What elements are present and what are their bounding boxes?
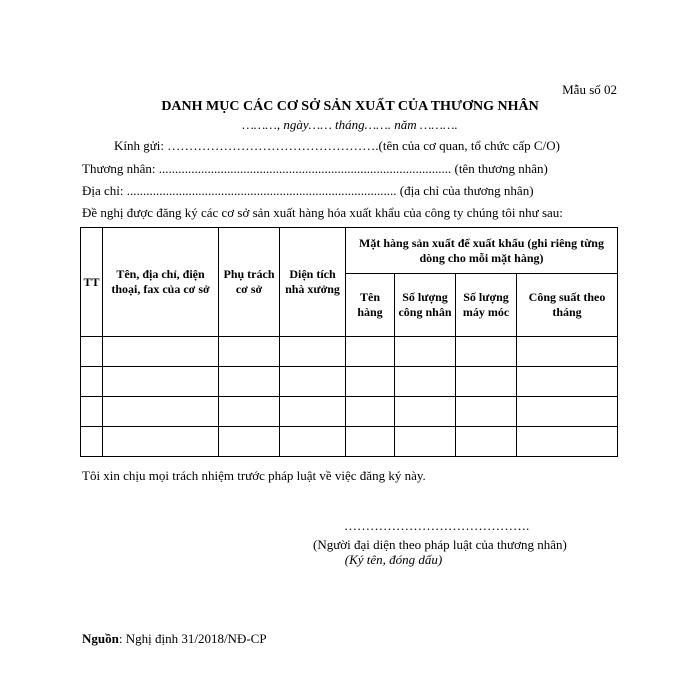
table-cell[interactable] [280,367,346,397]
source-label: Nguồn [82,631,119,646]
table-cell[interactable] [456,367,517,397]
table-cell[interactable] [219,337,280,367]
table-cell[interactable] [517,337,618,367]
address-line: Địa chỉ: ................................................................................... (địa chỉ của thương nhân) [82,183,534,198]
form-number: Mẫu số 02 [562,82,617,97]
table-cell[interactable] [346,367,395,397]
header-capacity: Công suất theo tháng [517,274,618,337]
table-cell[interactable] [346,427,395,457]
table-cell[interactable] [103,397,219,427]
table-cell[interactable] [346,397,395,427]
header-name-address: Tên, địa chỉ, điện thoại, fax của cơ sở [103,228,219,337]
document-title: DANH MỤC CÁC CƠ SỞ SẢN XUẤT CỦA THƯƠNG NHÂN [161,99,539,114]
request-line: Đề nghị được đăng ký các cơ sở sản xuất hàng hóa xuất khẩu của công ty chúng tôi như sau: [82,205,563,220]
table-row [81,427,618,457]
date-line: ………, ngày…… tháng……. năm ………. [242,117,458,132]
table-cell[interactable] [81,397,103,427]
source-line [82,631,267,647]
signature-note: (Ký tên, đóng dấu) [344,552,443,567]
table-cell[interactable] [517,397,618,427]
responsibility-statement: Tôi xin chịu mọi trách nhiệm trước pháp luật về việc đăng ký này. [82,468,426,483]
table-cell[interactable] [103,427,219,457]
table-cell[interactable] [395,337,456,367]
table-cell[interactable] [517,427,618,457]
facilities-table [80,227,618,457]
signature-role: (Người đại diện theo pháp luật của thương nhân) [313,537,567,552]
table-cell[interactable] [280,337,346,367]
table-cell[interactable] [456,337,517,367]
table-cell[interactable] [395,367,456,397]
header-tt: TT [81,228,103,337]
table-cell[interactable] [103,337,219,367]
table-cell[interactable] [219,427,280,457]
header-machines: Số lượng máy móc [456,274,517,337]
table-cell[interactable] [81,367,103,397]
table-cell[interactable] [346,337,395,367]
table-cell[interactable] [219,397,280,427]
trader-line: Thương nhân: .......................................................................................... (tên thương nhân) [82,161,548,176]
table-row [81,337,618,367]
addressee-line: Kính gửi: ………………………………………….(tên của cơ quan, tổ chức cấp C/O) [114,138,560,153]
table-cell[interactable] [395,397,456,427]
table-cell[interactable] [280,427,346,457]
signature-line: ……………………………………. [344,518,530,533]
table-cell[interactable] [456,397,517,427]
header-workers: Số lượng công nhân [395,274,456,337]
table-row [81,397,618,427]
table-cell[interactable] [103,367,219,397]
table-row [81,367,618,397]
source-text: : Nghị định 31/2018/NĐ-CP [118,631,267,646]
table-cell[interactable] [219,367,280,397]
table-cell[interactable] [81,427,103,457]
header-products-group: Mặt hàng sản xuất để xuất khẩu (ghi riêng từng dòng cho mỗi mặt hàng) [346,228,618,274]
header-manager: Phụ trách cơ sở [219,228,280,337]
header-product-name: Tên hàng [346,274,395,337]
header-area: Diện tích nhà xưởng [280,228,346,337]
table-cell[interactable] [280,397,346,427]
table-cell[interactable] [81,337,103,367]
table-cell[interactable] [517,367,618,397]
table-cell[interactable] [395,427,456,457]
table-cell[interactable] [456,427,517,457]
